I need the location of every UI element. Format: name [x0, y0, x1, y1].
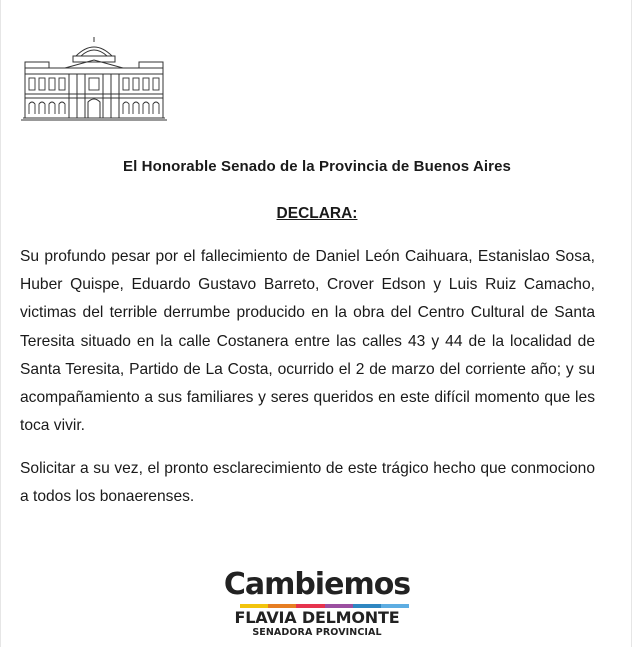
document-heading: El Honorable Senado de la Provincia de Buenos Aires	[123, 158, 511, 175]
paragraph-request: Solicitar a su vez, el pronto esclarecimiento de este trágico hecho que conmociono a todos los bonaerenses.	[20, 460, 595, 506]
declara-title: DECLARA:	[276, 205, 358, 222]
senate-building-icon	[21, 34, 167, 124]
paragraph-declaration: Su profundo pesar por el fallecimiento de Daniel León Caihuara, Estanislao Sosa, Huber Quispe, Eduardo Gustavo Barreto, Crover Edson y Luis Ruiz Camacho, victimas del terrible derrumbe producido en la obra del Centro Cultural de Santa Teresita situado en la calle Costanera entre las calles 43 y 44 de la localidad de Santa Teresita, Partido de La Costa, ocurrido el 2 de marzo del corriente año; y su acompañamiento a sus familiares y seres queridos en este difícil momento que les toca vivir.	[20, 248, 595, 435]
logo-senator-title: SENADORA PROVINCIAL	[252, 627, 382, 638]
logo-senator-name: FLAVIA DELMONTE	[234, 608, 400, 627]
logo-wordmark: Cambiemos	[223, 567, 411, 602]
